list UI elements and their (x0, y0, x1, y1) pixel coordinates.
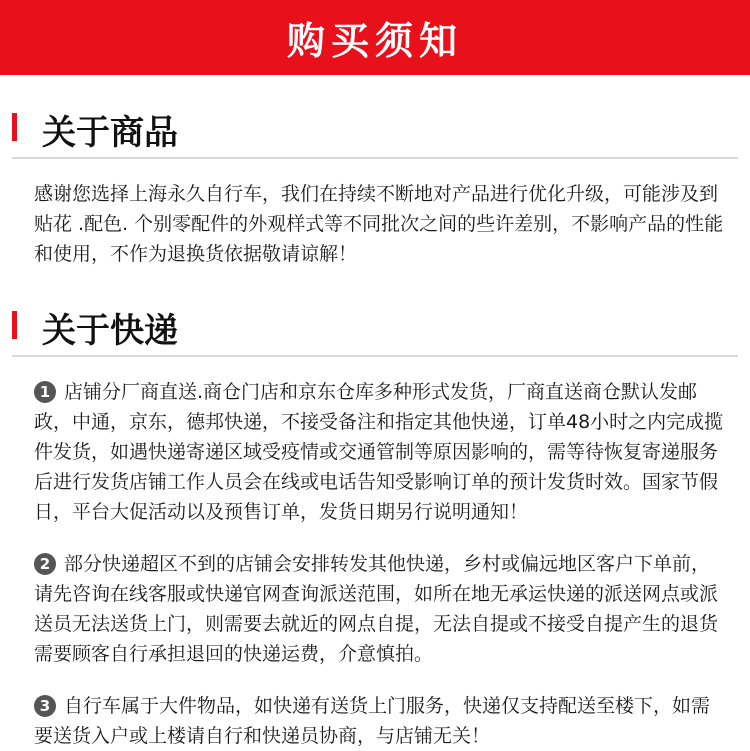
section-title-shipping: 关于快递 (42, 311, 178, 351)
shipping-item-2 (34, 549, 728, 669)
shipping-item-1 (34, 377, 728, 527)
number-badge: 1 (34, 381, 56, 403)
product-notice-text: 感谢您选择上海永久自行车，我们在持续不断地对产品进行优化升级，可能涉及到贴花 .配色. 个别零配件的外观样式等不同批次之间的些许差别，不影响产品的性能和使用，不作为退换货依据敬请谅解！ (34, 183, 724, 265)
section-header-product (12, 93, 738, 159)
section-title-product: 关于商品 (42, 113, 178, 153)
section-header-shipping (12, 291, 738, 357)
number-badge: 2 (34, 553, 56, 575)
section-accent-bar (12, 311, 17, 339)
title-banner (0, 0, 750, 75)
shipping-item-3 (34, 691, 728, 751)
number-badge: 3 (34, 695, 56, 717)
shipping-item-3-text: 自行车属于大件物品，如快递有送货上门服务，快递仅支持配送至楼下，如需要送货入户或上楼请自行和快递员协商，与店铺无关！ (34, 695, 711, 747)
section-accent-bar (12, 113, 17, 141)
shipping-item-2-text: 部分快递超区不到的店铺会安排转发其他快递，乡村或偏远地区客户下单前，请先咨询在线客服或快递官网查询派送范围，如所在地无承运快递的派送网点或派送员无法送货上门，则需要去就近的网点自提，无法自提或不接受自提产生的退货需要顾客自行承担退回的快递运费，介意慎拍。 (34, 553, 719, 665)
shipping-item-1-text: 店铺分厂商直送.商仓门店和京东仓库多种形式发货，厂商直送商仓默认发邮政，中通，京东，德邦快递，不接受备注和指定其他快递，订单48小时之内完成揽件发货，如遇快递寄递区域受疫情或交通管制等原因影响的，需等待恢复寄递服务后进行发货店铺工作人员会在线或电话告知受影响订单的预计发货时效。国家节假日，平台大促活动以及预售订单，发货日期另行说明通知！ (34, 381, 724, 523)
page-title: 购买须知 (287, 10, 463, 65)
